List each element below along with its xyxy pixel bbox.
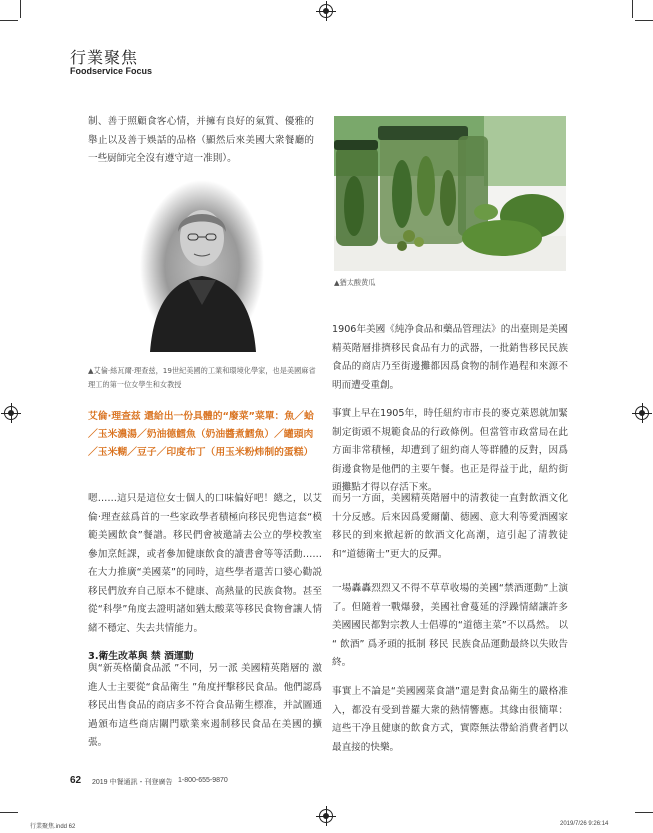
section-title: 行業聚焦 [70,48,139,67]
paragraph-street-food: 事實上早在1905年，時任紐約市市長的麥克萊恩就加緊制定街頭不規範食品的行政條例。但當管市政當局在此方面非常積極，却遭到了紐約商人等群體的反對，因爲街邊食物是他們的主要午餐。也正是得益于此，紐約街頭攤點才得以存活下來。 [332,408,568,493]
registration-mark-left [4,406,18,420]
paragraph-hygiene: 與“新英格蘭食品派 ”不同，另一派 美國精英階層的 激進人士主要從“食品衛生 ”角度抨擊移民食品。他們認爲移民出售食品的商店多不符合食品衛生標准，并試圖通過頒布這些商店關門歇業來遏制移民食品在美國的擴張。 [88,663,322,748]
timestamp-slug: 2019/7/26 9:26:14 [560,821,609,827]
crop-mark-bl-h [0,812,18,813]
paragraph-conclusion: 事實上不論是“美國國菜食譜”還是對食品衛生的嚴格准入，都没有受到普羅大衆的熱情響應。其緣由很簡單：這些干净且健康的飲食方式，實際無法帶給消費者們以最直接的快樂。 [332,686,568,753]
publication-name: 2019 中餐通訊・刊登廣告 [92,779,173,786]
pickles-photo [334,116,566,271]
paragraph-puritans: 而另一方面，美國精英階層中的清教徒一直對飲酒文化十分反感。后來因爲愛爾蘭、德國、意大利等愛酒國家移民的到來掀起新的飲酒文化高潮，這引起了清教徒和“道德衛士”更大的反彈。 [332,493,568,560]
portrait-caption: ▲艾倫·絲瓦爾·理查兹，19世紀美國的工業和環境化學家，也是美國麻省理工的第一位女學生和女教授 [88,366,316,389]
registration-mark-top [319,4,333,18]
crop-mark-tl-v [20,0,21,18]
paragraph-prohibition: 一場轟轟烈烈又不得不草草收場的美國“禁酒運動”上演了。但隨着一戰爆發，美國社會蔓延的浮躁情緒讓許多美國國民都對宗教人士倡導的“道德主菜”不以爲然。 以 “ 飲酒” 爲矛頭的抵制 移民 民族食品運動最終以失敗告終。 [332,583,568,668]
photo-caption: ▲猶太酸黄瓜 [334,278,376,287]
crop-mark-tl-h [0,20,18,21]
crop-mark-br-h [635,812,653,813]
crop-mark-tr-v [632,0,633,18]
phone-number: 1-800-655-9870 [178,777,228,784]
paragraph-moral-diet: 嗯……這只是這位女士個人的口味偏好吧！總之，以艾倫·理查兹爲首的一些家政學者積極向移民兜售這套“模範美國飲食”餐譜。移民們會被邀請去公立的學校教室參加烹飪課，或者參加健康飲食的讀書會等等活動……在大力推廣“美國菜”的同時，這些學者還苦口婆心勸説移民們放弃自己原本不健康、高熱量的民族食物。甚至從“科學”角度去證明諸如猶太酸菜等移民食物會讓人情緒不穩定、失去共情能力。 [88,493,322,634]
section-heading-hygiene: 3.衛生改革與 禁 酒運動 [88,651,194,662]
portrait-image [140,180,265,352]
intro-paragraph: 制、善于照顧食客心情，并擁有良好的氣質、優雅的舉止以及善于娛話的品格（顯然后來美國大衆餐廳的一些厨師完全沒有遵守這一准則）。 [88,116,314,164]
file-slug: 行業聚焦.indd 62 [30,824,76,830]
registration-mark-right [635,406,649,420]
crop-mark-tr-h [635,20,653,21]
paragraph-pure-food-act: 1906年美國《純净食品和藥品管理法》的出臺則是美國精英階層排擠移民食品有力的武器，一批銷售移民民族食品的商店乃至街邊攤都因爲食物的制作過程和來源不明而遭受重創。 [332,324,568,391]
menu-heading: 艾倫·理查兹 還給出一份具體的“廢菜”菜單：魚／蛤／玉米濃湯／奶油德鱈魚（奶油醬煮鱈魚）／罐頭肉／玉米糊／豆子／印度布丁（用玉米粉炜制的蛋糕） [88,411,314,458]
section-subtitle: Foodservice Focus [70,66,153,76]
registration-mark-bottom [319,809,333,823]
page-number: 62 [70,775,82,786]
